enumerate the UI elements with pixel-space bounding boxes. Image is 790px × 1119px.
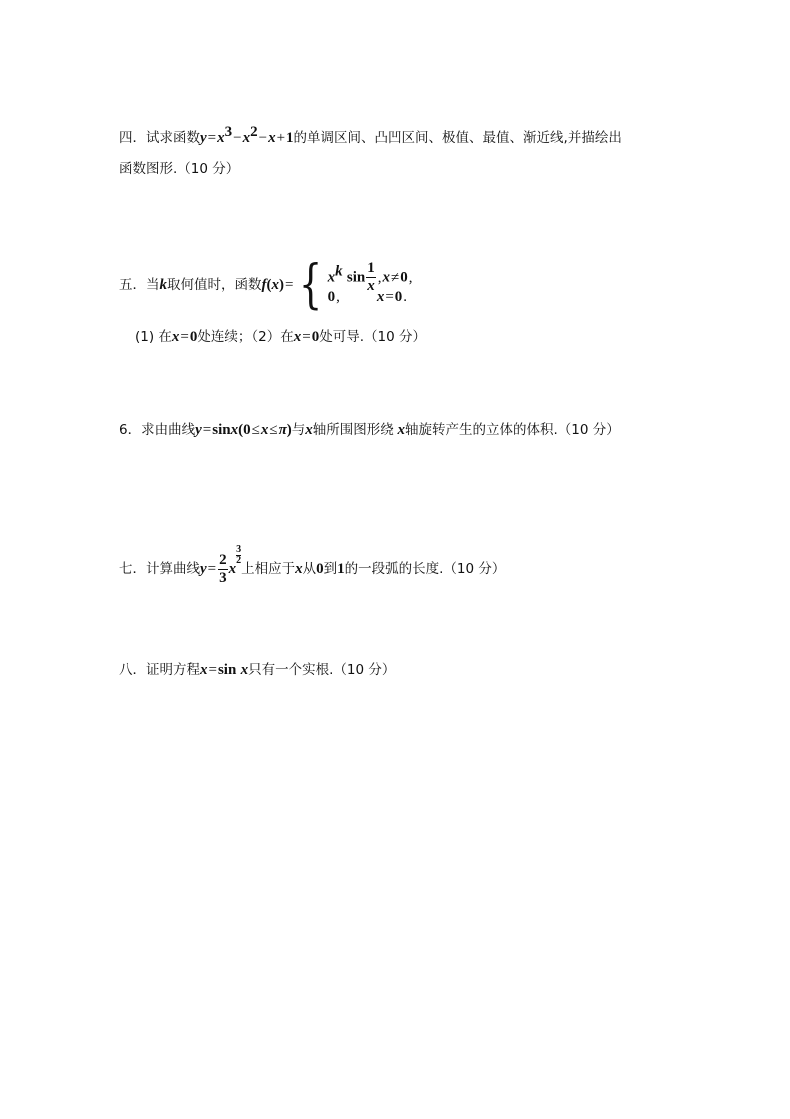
question-5-cond-1: x=0 <box>171 329 198 345</box>
question-7-text-b: 从 <box>302 561 317 577</box>
question-6-label: 6．求由曲线 <box>119 422 196 438</box>
question-4-line-2: 函数图形.（10 分） <box>119 161 240 177</box>
question-5-sub1-b: 处连续；（2）在 <box>197 329 294 345</box>
question-6-text-c: 轴旋转产生的立体的体积.（10 分） <box>405 422 620 438</box>
question-7-text-a: 上相应于 <box>241 561 296 577</box>
question-6-x1: x <box>305 422 313 438</box>
question-4-label: 四．试求函数 <box>119 130 200 146</box>
question-7-formula: y= $\frac{2}{3}$ x $\frac{3}{2}$ <box>200 544 242 586</box>
question-5-k: k <box>159 277 167 293</box>
question-7-x: x <box>295 561 303 577</box>
question-5-sub1-a: (1) 在 <box>135 329 172 345</box>
question-7-one: 1 <box>337 561 345 577</box>
question-6-x2: x <box>393 422 406 438</box>
question-5-cond-2: x=0 <box>293 329 320 345</box>
question-6-formula: y=sinx(0≤x≤π) <box>195 422 292 438</box>
question-5-line-2 <box>135 327 426 347</box>
question-4-formula: $y=x^3-x^2-x+1$ <box>200 124 294 146</box>
question-4-text: 的单调区间、凸凹区间、极值、最值、渐近线,并描绘出 <box>293 130 622 146</box>
question-6-line <box>119 420 620 440</box>
question-5-sub1-c: 处可导.（10 分） <box>319 329 426 345</box>
question-7-text-c: 到 <box>323 561 338 577</box>
question-5-text: 取何值时，函数 <box>167 277 262 293</box>
question-6-text-a: 与 <box>291 422 306 438</box>
question-6-text-b: 轴所围图形绕 <box>312 422 394 438</box>
question-8-formula: x=sin x <box>200 662 249 678</box>
question-5-label: 五．当 <box>119 277 160 293</box>
question-7-label: 七．计算曲线 <box>119 561 200 577</box>
question-7-zero: 0 <box>316 561 324 577</box>
question-5-function: f(x)= { $x^k$ sin $\frac{1}{x}$ ,x≠0, 0, x=0. <box>261 255 413 315</box>
question-4-line-1 <box>119 124 622 148</box>
question-7-line <box>119 545 505 587</box>
question-7-text-d: 的一段弧的长度.（10 分） <box>344 561 506 577</box>
question-8-label: 八．证明方程 <box>119 662 200 678</box>
question-8-line <box>119 660 395 680</box>
question-5-line-1 <box>119 255 413 315</box>
question-8-text: 只有一个实根.（10 分） <box>248 662 396 678</box>
